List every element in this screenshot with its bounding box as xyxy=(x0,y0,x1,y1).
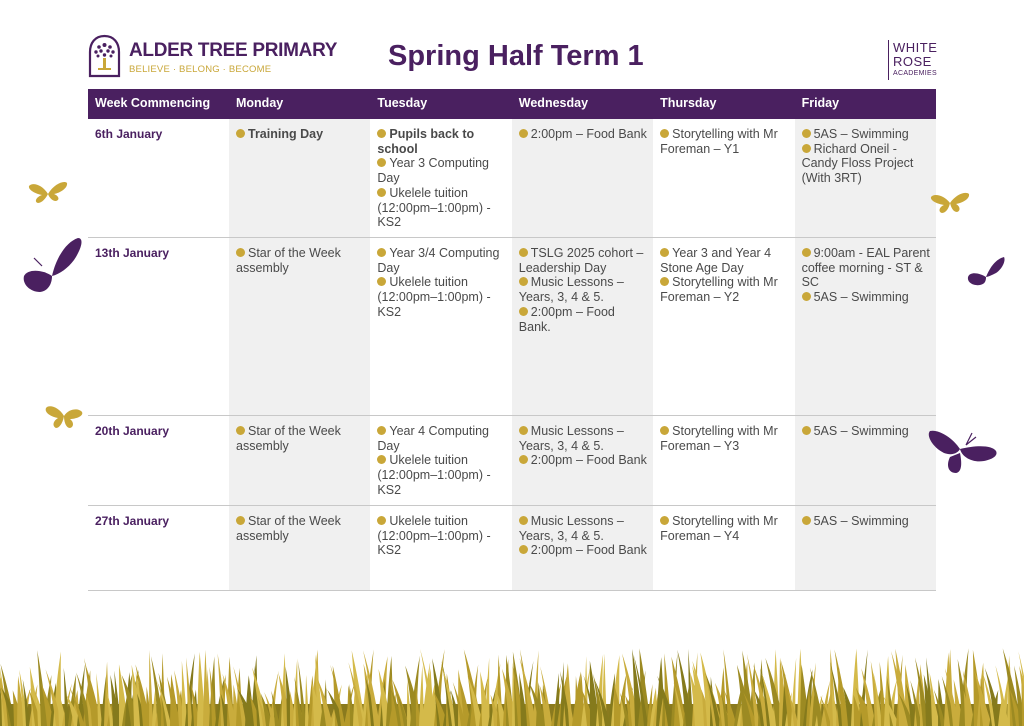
event-text: Ukelele tuition (12:00pm–1:00pm) - KS2 xyxy=(377,453,491,497)
day-cell-wednesday xyxy=(512,416,653,505)
event-entry xyxy=(519,424,647,453)
event-text: Year 3/4 Computing Day xyxy=(377,246,500,275)
event-entry xyxy=(660,514,788,543)
event-text: Music Lessons – Years, 3, 4 & 5. xyxy=(518,514,624,543)
event-entry xyxy=(377,424,505,453)
bullet-dot-icon xyxy=(519,248,528,257)
week-commencing-cell: 13th January xyxy=(95,246,170,260)
event-text: 5AS – Swimming xyxy=(813,424,909,438)
event-text: Storytelling with Mr Foreman – Y4 xyxy=(660,514,778,543)
column-header-thursday: Thursday xyxy=(660,96,717,110)
event-entry xyxy=(519,305,647,334)
event-entry xyxy=(519,543,647,558)
event-text: Star of the Week assembly xyxy=(236,246,341,275)
bullet-dot-icon xyxy=(802,292,811,301)
event-entry xyxy=(519,246,647,275)
bullet-dot-icon xyxy=(519,455,528,464)
bullet-dot-icon xyxy=(519,516,528,525)
event-entry xyxy=(377,453,505,497)
event-text: 5AS – Swimming xyxy=(813,127,909,141)
bullet-dot-icon xyxy=(660,277,669,286)
event-entry xyxy=(802,514,930,529)
bullet-dot-icon xyxy=(660,516,669,525)
bullet-dot-icon xyxy=(660,248,669,257)
gold-butterfly-icon xyxy=(44,404,84,430)
bullet-dot-icon xyxy=(236,516,245,525)
event-text: Richard Oneil - Candy Floss Project (With 3RT) xyxy=(801,141,914,186)
white-rose-academies-logo xyxy=(888,40,941,80)
event-entry xyxy=(377,127,505,156)
purple-butterfly-icon xyxy=(926,427,998,475)
bullet-dot-icon xyxy=(377,129,386,138)
event-entry xyxy=(236,246,364,275)
bullet-dot-icon xyxy=(802,516,811,525)
day-cell-wednesday xyxy=(512,238,653,415)
event-text: Music Lessons – Years, 3, 4 & 5. xyxy=(518,424,624,453)
bullet-dot-icon xyxy=(660,426,669,435)
page-title: Spring Half Term 1 xyxy=(388,40,644,72)
bullet-dot-icon xyxy=(377,426,386,435)
event-text: 2:00pm – Food Bank xyxy=(530,127,647,141)
day-cell-monday xyxy=(229,416,370,505)
event-entry xyxy=(236,514,364,543)
bullet-dot-icon xyxy=(377,516,386,525)
table-row xyxy=(88,238,936,416)
day-cell-friday xyxy=(795,506,936,590)
day-cell-tuesday xyxy=(370,506,511,590)
bullet-dot-icon xyxy=(519,129,528,138)
event-entry xyxy=(236,127,364,142)
event-text: 5AS – Swimming xyxy=(813,290,909,305)
event-text: Storytelling with Mr Foreman – Y1 xyxy=(660,127,778,156)
bullet-dot-icon xyxy=(236,426,245,435)
event-text: Year 4 Computing Day xyxy=(377,424,489,453)
bullet-dot-icon xyxy=(377,277,386,286)
bullet-dot-icon xyxy=(236,129,245,138)
partner-logo-line2: ROSE xyxy=(893,54,932,69)
event-entry xyxy=(660,424,788,453)
bullet-dot-icon xyxy=(802,426,811,435)
day-cell-friday xyxy=(795,416,936,505)
event-text: Training Day xyxy=(248,127,324,141)
event-entry xyxy=(660,246,788,275)
bullet-dot-icon xyxy=(377,248,386,257)
day-cell-wednesday xyxy=(512,119,653,237)
week-commencing-cell: 27th January xyxy=(95,514,170,528)
day-cell-tuesday xyxy=(370,416,511,505)
gold-butterfly-icon xyxy=(930,191,970,215)
bullet-dot-icon xyxy=(519,307,528,316)
event-text: Star of the Week assembly xyxy=(236,514,341,543)
partner-logo-line3: ACADEMIES xyxy=(893,70,937,77)
event-text: 2:00pm – Food Bank. xyxy=(518,304,615,334)
column-header-week: Week Commencing xyxy=(95,96,211,110)
bullet-dot-icon xyxy=(377,158,386,167)
week-commencing-cell: 20th January xyxy=(95,424,170,438)
event-text: 2:00pm – Food Bank xyxy=(530,453,647,468)
event-text: Ukelele tuition (12:00pm–1:00pm) - KS2 xyxy=(377,185,491,230)
school-tagline: BELIEVE · BELONG · BECOME xyxy=(129,64,272,75)
grass-border-decoration xyxy=(0,648,1024,726)
day-cell-wednesday xyxy=(512,506,653,590)
event-entry xyxy=(377,156,505,185)
bullet-dot-icon xyxy=(660,129,669,138)
event-entry xyxy=(519,275,647,304)
column-header-tuesday: Tuesday xyxy=(377,96,428,110)
day-cell-friday xyxy=(795,238,936,415)
event-text: Year 3 and Year 4 Stone Age Day xyxy=(660,246,772,275)
table-row xyxy=(88,506,936,591)
gold-butterfly-icon xyxy=(28,180,68,204)
day-cell-tuesday xyxy=(370,119,511,237)
tree-logo-icon xyxy=(88,34,121,78)
bullet-dot-icon xyxy=(519,426,528,435)
bullet-dot-icon xyxy=(377,188,386,197)
event-text: Ukelele tuition (12:00pm–1:00pm) - KS2 xyxy=(377,514,491,558)
event-entry xyxy=(802,246,930,290)
event-text: TSLG 2025 cohort – Leadership Day xyxy=(518,246,644,275)
event-entry xyxy=(377,186,505,230)
day-cell-monday xyxy=(229,119,370,237)
column-header-friday: Friday xyxy=(801,96,840,110)
event-entry xyxy=(519,453,647,468)
event-text: 5AS – Swimming xyxy=(813,514,909,528)
bullet-dot-icon xyxy=(802,248,811,257)
event-text: Storytelling with Mr Foreman – Y3 xyxy=(660,424,778,453)
event-entry xyxy=(802,142,930,186)
day-cell-friday xyxy=(795,119,936,237)
partner-logo-line1: WHITE xyxy=(893,40,938,55)
bullet-dot-icon xyxy=(802,129,811,138)
purple-butterfly-icon xyxy=(966,255,1006,287)
event-entry xyxy=(802,424,930,439)
event-text: Year 3 Computing Day xyxy=(377,156,489,186)
day-cell-monday xyxy=(229,506,370,590)
table-row xyxy=(88,416,936,506)
day-cell-monday xyxy=(229,238,370,415)
event-text: Ukelele tuition (12:00pm–1:00pm) - KS2 xyxy=(377,275,491,319)
day-cell-thursday xyxy=(653,506,794,590)
event-entry xyxy=(802,127,930,142)
bullet-dot-icon xyxy=(236,248,245,257)
event-text: Storytelling with Mr Foreman – Y2 xyxy=(660,275,778,305)
column-header-wednesday: Wednesday xyxy=(518,96,589,110)
day-cell-tuesday xyxy=(370,238,511,415)
event-entry xyxy=(660,275,788,304)
school-logo xyxy=(88,34,338,80)
event-entry xyxy=(519,127,647,142)
event-entry xyxy=(377,514,505,558)
column-header-monday: Monday xyxy=(236,96,284,110)
event-entry xyxy=(377,275,505,319)
table-body xyxy=(88,119,936,591)
event-entry xyxy=(519,514,647,543)
event-entry xyxy=(377,246,505,275)
day-cell-thursday xyxy=(653,416,794,505)
purple-butterfly-icon xyxy=(22,236,84,296)
day-cell-thursday xyxy=(653,238,794,415)
bullet-dot-icon xyxy=(519,277,528,286)
term-timetable xyxy=(88,89,936,591)
event-text: 9:00am - EAL Parent coffee morning - ST & SC xyxy=(801,246,930,290)
bullet-dot-icon xyxy=(377,455,386,464)
event-text: Music Lessons – Years, 3, 4 & 5. xyxy=(518,275,624,305)
event-entry xyxy=(660,127,788,156)
day-cell-thursday xyxy=(653,119,794,237)
week-commencing-cell: 6th January xyxy=(95,127,163,141)
school-name: ALDER TREE PRIMARY xyxy=(129,40,338,61)
table-header-row xyxy=(88,89,936,119)
event-text: 2:00pm – Food Bank xyxy=(530,543,647,558)
event-text: Pupils back to school xyxy=(377,127,475,156)
bullet-dot-icon xyxy=(519,545,528,554)
event-text: Star of the Week assembly xyxy=(236,424,341,453)
event-entry xyxy=(802,290,930,305)
bullet-dot-icon xyxy=(802,144,811,153)
table-row xyxy=(88,119,936,238)
event-entry xyxy=(236,424,364,453)
